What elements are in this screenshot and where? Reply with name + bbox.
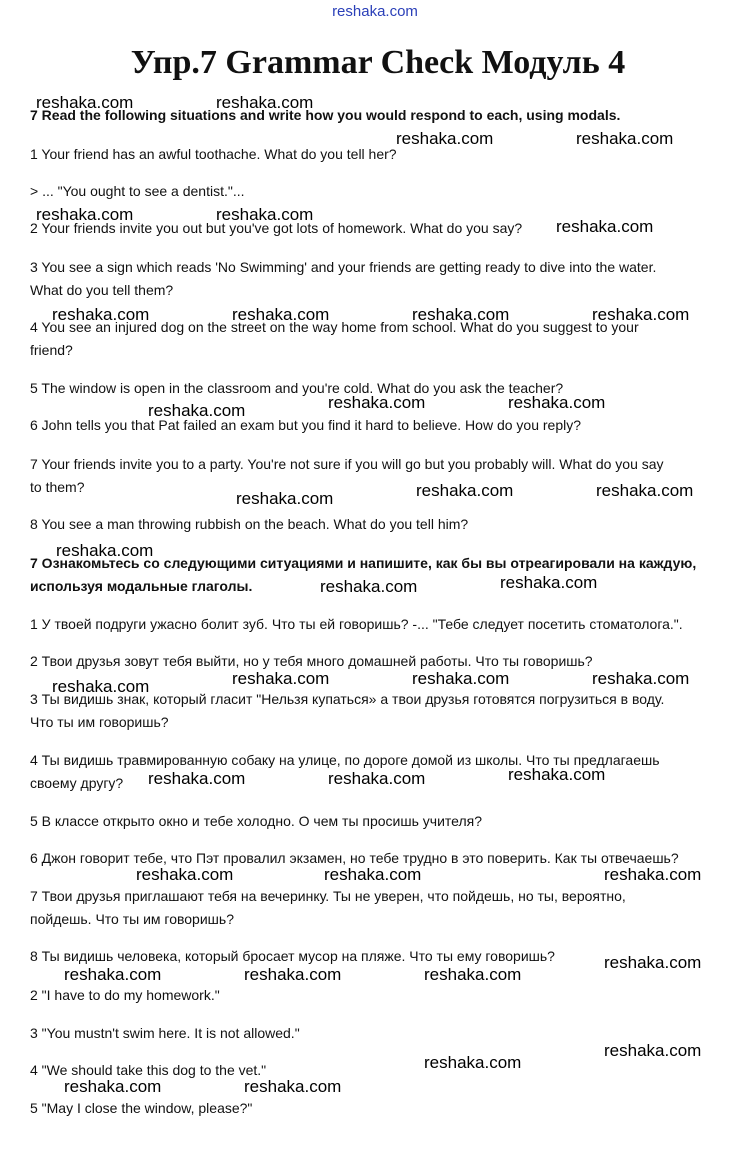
ru-question-4b: своему другу? — [30, 775, 124, 791]
watermark: reshaka.com — [556, 217, 654, 236]
watermark: reshaka.com — [232, 669, 330, 688]
watermark: reshaka.com — [592, 669, 690, 688]
watermark: reshaka.com — [604, 953, 702, 972]
en-question-8: 8 You see a man throwing rubbish on the beach. What do you tell him? — [30, 516, 469, 532]
watermark: reshaka.com — [328, 393, 426, 412]
watermark: reshaka.com — [56, 541, 154, 560]
en-question-6: 6 John tells you that Pat failed an exam but you find it hard to believe. How do you reply? — [30, 417, 581, 433]
watermark: reshaka.com — [148, 769, 246, 788]
page-title: Упр.7 Grammar Check Модуль 4 — [130, 44, 626, 81]
en-question-3b: What do you tell them? — [30, 282, 174, 298]
watermark: reshaka.com — [216, 93, 314, 112]
en-question-5: 5 The window is open in the classroom and you're cold. What do you ask the teacher? — [30, 380, 564, 396]
ru-question-3b: Что ты им говоришь? — [30, 714, 169, 730]
ru-question-3a: 3 Ты видишь знак, который гласит "Нельзя купаться» а твои друзья готовятся погрузиться в воду. — [30, 691, 665, 707]
watermark: reshaka.com — [412, 305, 510, 324]
en-task-heading: 7 Read the following situations and write how you would respond to each, using modals. — [30, 107, 621, 123]
watermark: reshaka.com — [596, 481, 694, 500]
en-question-3a: 3 You see a sign which reads 'No Swimming' and your friends are getting ready to dive into the water. — [30, 259, 657, 275]
ru-question-5: 5 В классе открыто окно и тебе холодно. О чем ты просишь учителя? — [30, 813, 483, 829]
watermark: reshaka.com — [320, 577, 418, 596]
watermark: reshaka.com — [148, 401, 246, 420]
watermark: reshaka.com — [328, 769, 426, 788]
ru-task-heading-b: используя модальные глаголы. — [30, 578, 253, 594]
watermark: reshaka.com — [412, 669, 510, 688]
answer-4: 4 "We should take this dog to the vet." — [30, 1062, 267, 1078]
ru-question-7a: 7 Твои друзья приглашают тебя на вечеринку. Ты не уверен, что пойдешь, но ты, вероятно, — [30, 888, 626, 904]
en-question-2: 2 Your friends invite you out but you've got lots of homework. What do you say? — [30, 220, 523, 236]
watermark: reshaka.com — [324, 865, 422, 884]
answer-3: 3 "You mustn't swim here. It is not allowed." — [30, 1025, 300, 1041]
en-question-4a: 4 You see an injured dog on the street on the way home from school. What do you suggest to your — [30, 319, 639, 335]
ru-question-1: 1 У твоей подруги ужасно болит зуб. Что ты ей говоришь? -... "Тебе следует посетить стоматолога.". — [30, 616, 683, 632]
ru-question-4a: 4 Ты видишь травмированную собаку на улице, по дороге домой из школы. Что ты предлагаешь — [30, 752, 660, 768]
watermark: reshaka.com — [236, 489, 334, 508]
ru-question-6: 6 Джон говорит тебе, что Пэт провалил экзамен, но тебе трудно в это поверить. Как ты отвечаешь? — [30, 850, 679, 866]
watermark: reshaka.com — [576, 129, 674, 148]
watermark: reshaka.com — [244, 1077, 342, 1096]
watermark: reshaka.com — [396, 129, 494, 148]
site-header-link[interactable]: reshaka.com — [332, 3, 418, 20]
watermark: reshaka.com — [136, 865, 234, 884]
watermark: reshaka.com — [508, 393, 606, 412]
en-question-7a: 7 Your friends invite you to a party. You're not sure if you will go but you probably will. What do you say — [30, 456, 664, 472]
watermark: reshaka.com — [416, 481, 514, 500]
watermark: reshaka.com — [36, 93, 134, 112]
watermark: reshaka.com — [592, 305, 690, 324]
watermark: reshaka.com — [64, 1077, 162, 1096]
en-question-1: 1 Your friend has an awful toothache. What do you tell her? — [30, 146, 397, 162]
ru-question-7b: пойдешь. Что ты им говоришь? — [30, 911, 234, 927]
ru-question-2: 2 Твои друзья зовут тебя выйти, но у тебя много домашней работы. Что ты говоришь? — [30, 653, 593, 669]
watermark: reshaka.com — [604, 865, 702, 884]
watermark: reshaka.com — [36, 205, 134, 224]
watermark: reshaka.com — [232, 305, 330, 324]
watermark: reshaka.com — [52, 677, 150, 696]
watermark: reshaka.com — [64, 965, 162, 984]
en-example-answer: > ... "You ought to see a dentist."... — [30, 183, 245, 199]
answer-5: 5 "May I close the window, please?" — [30, 1100, 253, 1116]
answer-2: 2 "I have to do my homework." — [30, 987, 220, 1003]
watermark: reshaka.com — [244, 965, 342, 984]
watermark: reshaka.com — [424, 1053, 522, 1072]
ru-task-heading-a: 7 Ознакомьтесь со следующими ситуациями и напишите, как бы вы отреагировали на каждую, — [30, 555, 697, 571]
ru-question-8: 8 Ты видишь человека, который бросает мусор на пляже. Что ты ему говоришь? — [30, 948, 555, 964]
watermark: reshaka.com — [500, 573, 598, 592]
watermark: reshaka.com — [508, 765, 606, 784]
watermark: reshaka.com — [424, 965, 522, 984]
en-question-7b: to them? — [30, 479, 85, 495]
watermark: reshaka.com — [216, 205, 314, 224]
watermark: reshaka.com — [604, 1041, 702, 1060]
en-question-4b: friend? — [30, 342, 73, 358]
watermark: reshaka.com — [52, 305, 150, 324]
